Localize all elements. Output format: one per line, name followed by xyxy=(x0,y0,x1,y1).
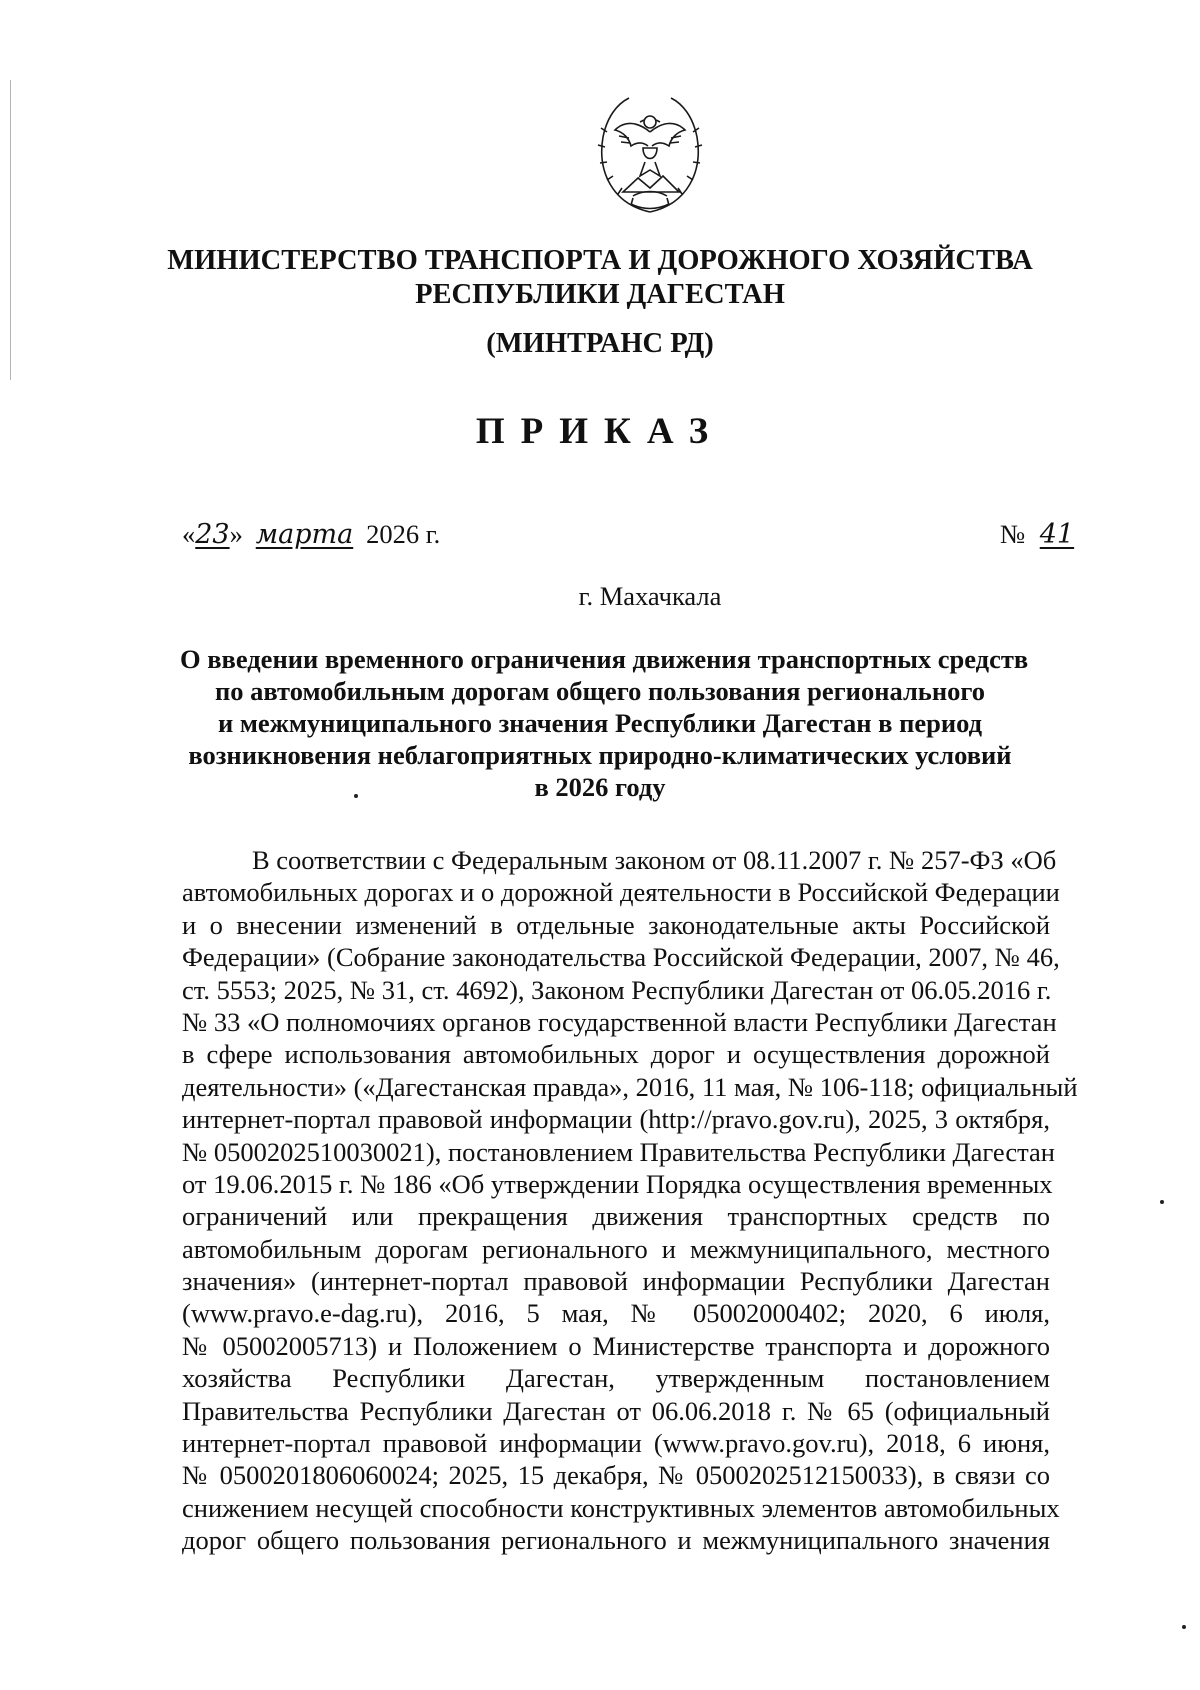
order-title-line: О введении временного ограничения движения транспортных средств xyxy=(180,644,1029,674)
body-line: автомобильным дорогам регионального и межмуниципального, местного xyxy=(182,1233,1050,1264)
order-title-line: возникновения неблагоприятных природно-климатических условий xyxy=(188,740,1012,770)
body-line: интернет-портал правовой информации (http://pravo.gov.ru), 2025, 3 октября, xyxy=(182,1104,1050,1135)
body-line: № 05002005713) и Положением о Министерстве транспорта и дорожного xyxy=(182,1330,1050,1361)
body-line: деятельности» («Дагестанская правда», 2016, 11 мая, № 106-118; официальный xyxy=(182,1071,1078,1102)
scan-speck xyxy=(1182,1625,1186,1629)
body-line: интернет-портал правовой информации (www.pravo.gov.ru), 2018, 6 июня, xyxy=(182,1428,1050,1459)
document-type-heading: ПРИКАЗ xyxy=(475,411,725,452)
order-date xyxy=(182,518,440,551)
body-line: автомобильных дорогах и о дорожной деятельности в Российской Федерации xyxy=(182,877,1060,908)
order-body-paragraph xyxy=(182,844,1078,1557)
body-line: № 0500202510030021), постановлением Правительства Республики Дагестан xyxy=(182,1136,1055,1167)
body-line: от 19.06.2015 г. № 186 «Об утверждении Порядка осуществления временных xyxy=(182,1168,1053,1199)
body-line: дорог общего пользования регионального и межмуниципального значения xyxy=(182,1525,1050,1556)
order-number xyxy=(1000,518,1082,551)
order-title-line: и межмуниципального значения Республики Дагестан в период xyxy=(217,708,983,738)
ministry-name-line2: РЕСПУБЛИКИ ДАГЕСТАН xyxy=(415,279,785,310)
issue-city: г. Махачкала xyxy=(578,581,722,611)
body-line: снижением несущей способности конструктивных элементов автомобильных xyxy=(182,1492,1060,1523)
body-line: Федерации» (Собрание законодательства Российской Федерации, 2007, № 46, xyxy=(182,942,1060,973)
body-line: в сфере использования автомобильных дорог и осуществления дорожной xyxy=(182,1039,1050,1070)
scan-speck xyxy=(1160,1200,1164,1204)
ministry-name-line1: МИНИСТЕРСТВО ТРАНСПОРТА И ДОРОЖНОГО ХОЗЯЙСТВА xyxy=(167,245,1033,276)
body-line: Правительства Республики Дагестан от 06.06.2018 г. № 65 (официальный xyxy=(182,1395,1050,1426)
body-line: № 0500201806060024; 2025, 15 декабря, № 0500202512150033), в связи со xyxy=(182,1460,1050,1491)
body-line: В соответствии с Федеральным законом от 08.11.2007 г. № 257-ФЗ «Об xyxy=(252,845,1057,875)
date-day-handwritten: 23 xyxy=(195,519,230,550)
body-line: хозяйства Республики Дагестан, утвержденным постановлением xyxy=(182,1363,1050,1394)
order-title-line: по автомобильным дорогам общего пользования регионального xyxy=(215,676,985,706)
date-year: 2026 г. xyxy=(366,519,441,549)
body-line: (www.pravo.e-dag.ru), 2016, 5 мая, № 05002000402; 2020, 6 июля, xyxy=(182,1298,1050,1329)
dagestan-coat-of-arms-icon xyxy=(593,92,708,219)
body-line: значения» (интернет-портал правовой информации Республики Дагестан xyxy=(182,1266,1050,1297)
order-number-handwritten: 41 xyxy=(1039,519,1075,550)
order-title xyxy=(180,643,1029,803)
order-number-label: № xyxy=(1000,519,1026,549)
scan-edge-line xyxy=(10,80,11,380)
scan-speck xyxy=(354,794,358,798)
body-line: ограничений или прекращения движения транспортных средств по xyxy=(182,1201,1050,1232)
order-title-line: в 2026 году xyxy=(534,772,666,802)
ministry-abbreviation: (МИНТРАНС РД) xyxy=(486,328,714,359)
body-line: № 33 «О полномочиях органов государственной власти Республики Дагестан xyxy=(182,1006,1057,1037)
date-month-handwritten: марта xyxy=(255,519,354,550)
body-line: ст. 5553; 2025, № 31, ст. 4692), Законом Республики Дагестан от 06.05.2016 г. xyxy=(182,974,1052,1005)
date-open-quote: « xyxy=(182,519,196,549)
date-close-quote: » xyxy=(229,519,243,549)
body-line: и о внесении изменений в отдельные законодательные акты Российской xyxy=(182,909,1050,940)
